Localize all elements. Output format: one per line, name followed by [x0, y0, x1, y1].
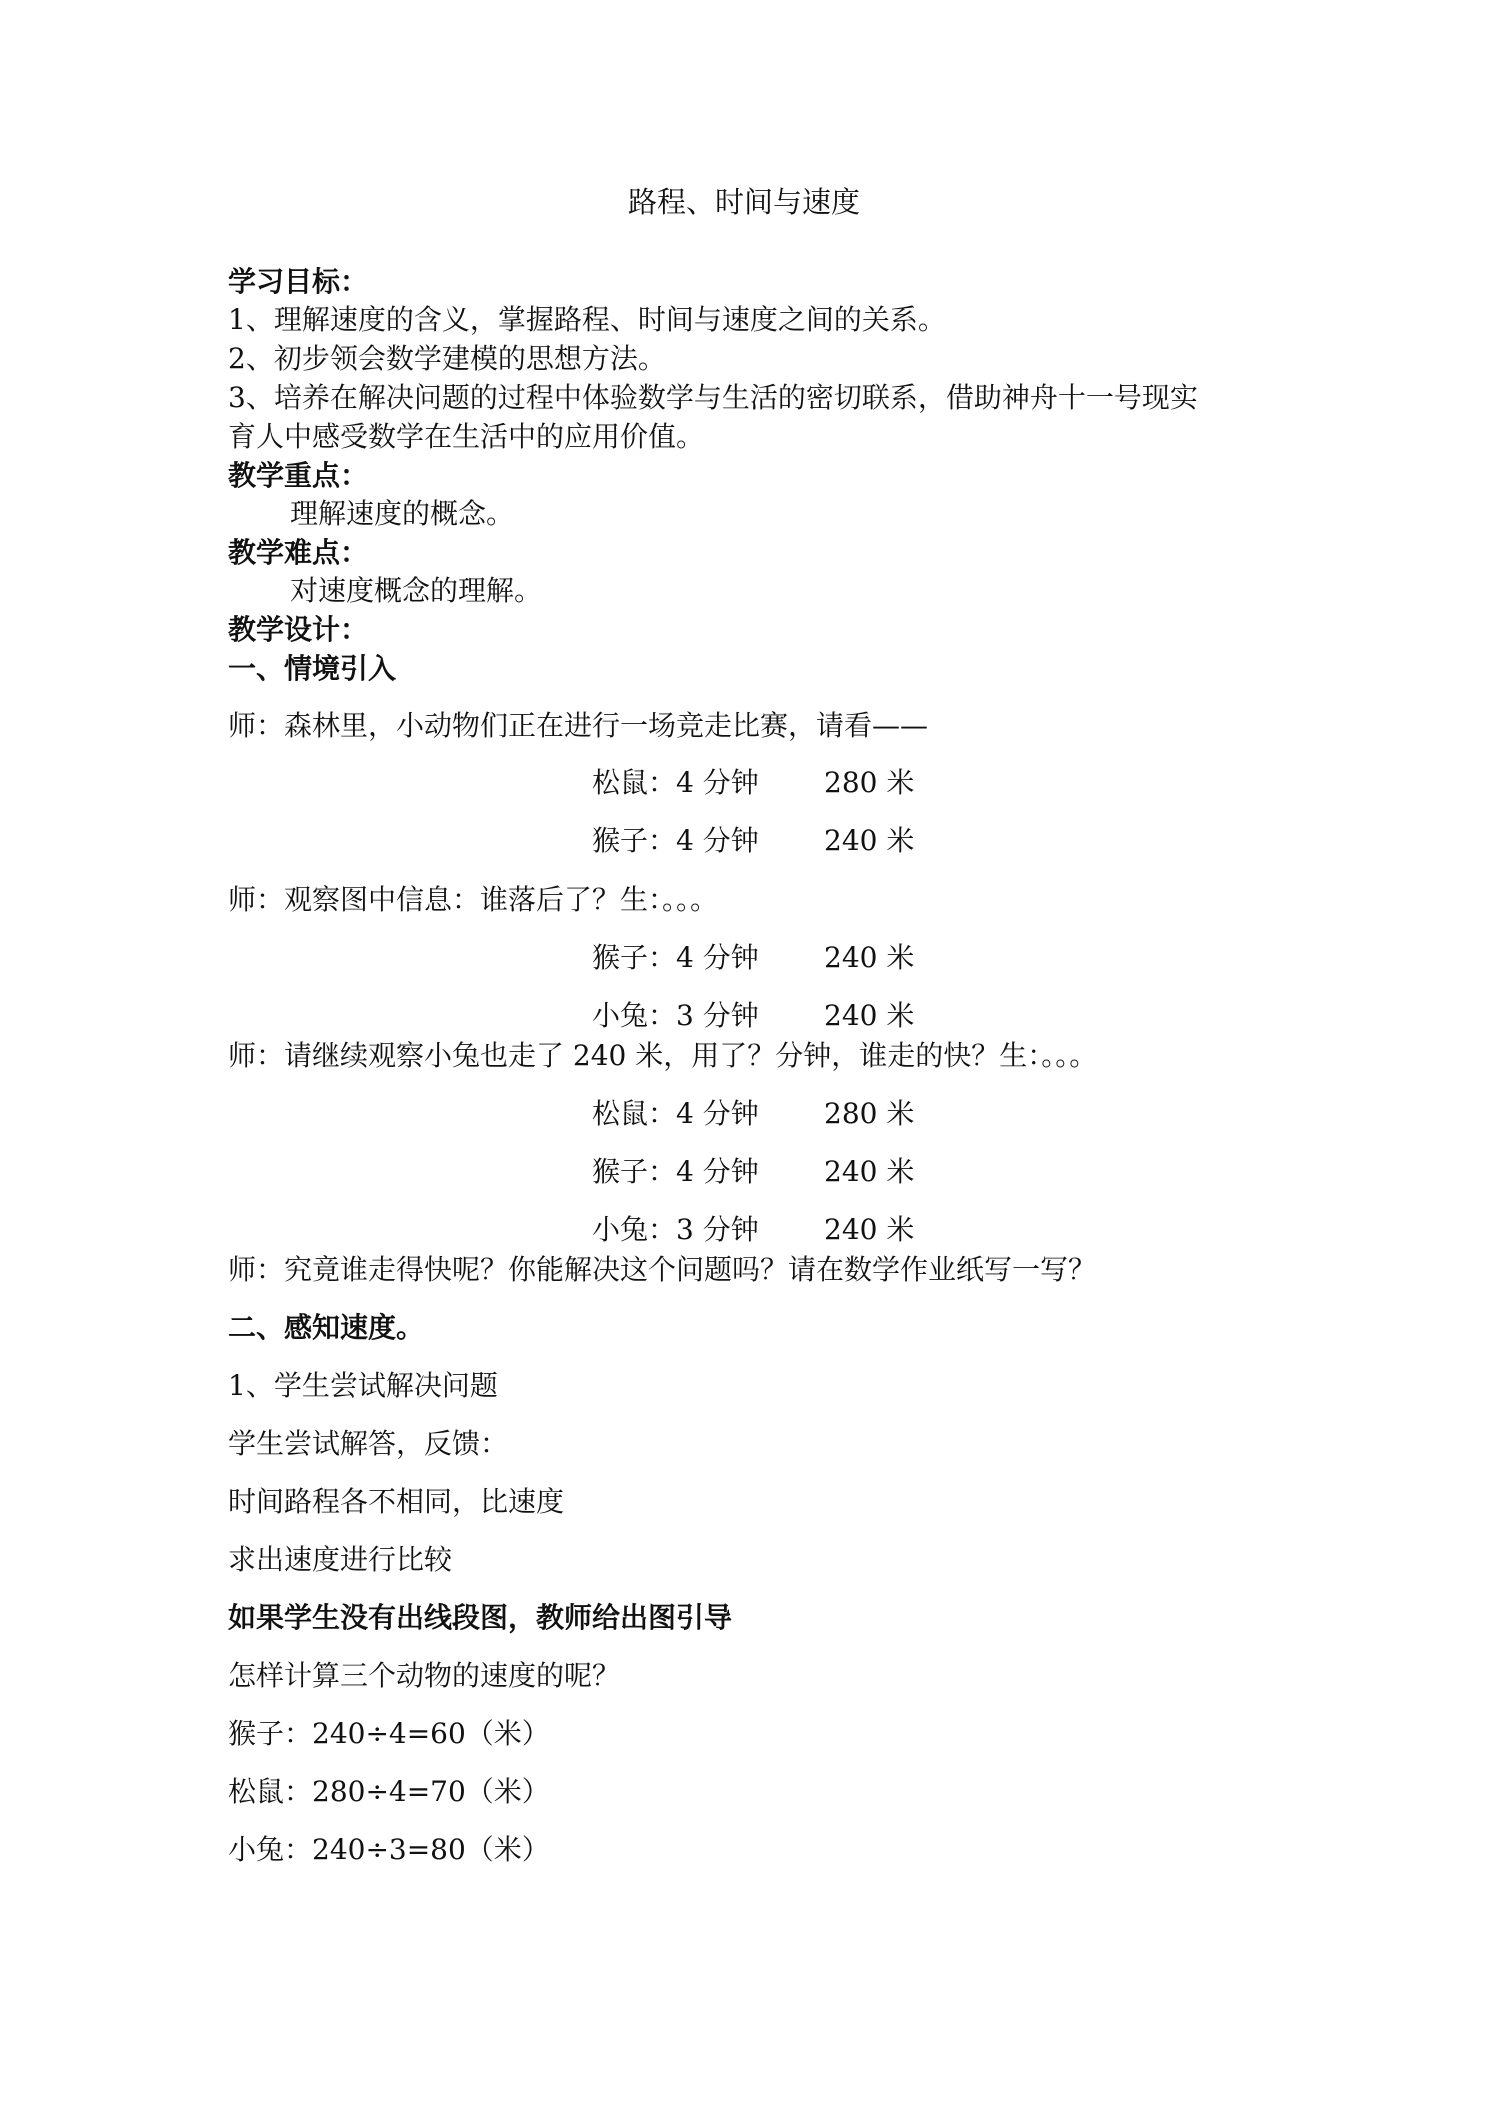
objective-2: 2、初步领会数学建模的思想方法。 [228, 342, 666, 375]
data-row [592, 1096, 914, 1132]
data-row [592, 998, 914, 1034]
part-1-heading: 一、情境引入 [228, 652, 397, 685]
objective-1: 1、理解速度的含义，掌握路程、时间与速度之间的关系。 [228, 303, 946, 336]
row-animal-time: 小兔：3 分钟 [592, 1213, 759, 1246]
part-2-line-1: 1、学生尝试解决问题 [228, 1369, 498, 1402]
part-2-line-3: 时间路程各不相同，比速度 [228, 1485, 565, 1518]
row-animal-time: 松鼠：4 分钟 [592, 1097, 759, 1130]
teacher-line-2: 师：观察图中信息：谁落后了？生：。。。 [228, 883, 719, 916]
objective-3-line-2: 育人中感受数学在生活中的应用价值。 [228, 420, 705, 453]
teacher-line-1: 师：森林里，小动物们正在进行一场竞走比赛，请看—— [228, 709, 929, 742]
difficulty-text: 对速度概念的理解。 [290, 574, 543, 607]
part-2-line-2: 学生尝试解答，反馈： [228, 1427, 509, 1460]
data-row [592, 765, 914, 801]
row-distance: 240 米 [824, 999, 915, 1032]
row-distance: 240 米 [824, 1213, 915, 1246]
key-point-text: 理解速度的概念。 [290, 497, 515, 530]
data-row [592, 940, 914, 976]
teacher-line-3: 师：请继续观察小兔也走了 240 米，用了？分钟，谁走的快？生：。。。 [228, 1039, 1098, 1072]
page-title: 路程、时间与速度 [627, 185, 860, 219]
row-animal-time: 松鼠：4 分钟 [592, 766, 759, 799]
objective-3-line-1: 3、培养在解决问题的过程中体验数学与生活的密切联系，借助神舟十一号现实 [228, 381, 1198, 414]
row-distance: 240 米 [824, 1155, 915, 1188]
row-distance: 280 米 [824, 1097, 915, 1130]
part-2-line-5: 如果学生没有出线段图，教师给出图引导 [228, 1601, 733, 1634]
key-point-heading: 教学重点： [228, 459, 369, 492]
row-animal-time: 猴子：4 分钟 [592, 941, 759, 974]
row-animal-time: 小兔：3 分钟 [592, 999, 759, 1032]
data-row [592, 1154, 914, 1190]
calc-squirrel: 松鼠：280÷4=70（米） [228, 1775, 550, 1808]
difficulty-heading: 教学难点： [228, 536, 369, 569]
teacher-line-4: 师：究竟谁走得快呢？你能解决这个问题吗？请在数学作业纸写一写？ [228, 1253, 1097, 1286]
row-distance: 280 米 [824, 766, 915, 799]
calc-rabbit: 小兔：240÷3=80（米） [228, 1833, 550, 1866]
objectives-heading: 学习目标： [228, 265, 369, 298]
design-heading: 教学设计： [228, 613, 369, 646]
row-distance: 240 米 [824, 941, 915, 974]
data-row [592, 1212, 914, 1248]
row-animal-time: 猴子：4 分钟 [592, 1155, 759, 1188]
part-2-heading: 二、感知速度。 [228, 1311, 425, 1344]
part-2-line-4: 求出速度进行比较 [228, 1543, 453, 1576]
data-row [592, 823, 914, 859]
row-distance: 240 米 [824, 824, 915, 857]
calc-monkey: 猴子：240÷4=60（米） [228, 1717, 550, 1750]
row-animal-time: 猴子：4 分钟 [592, 824, 759, 857]
part-2-line-6: 怎样计算三个动物的速度的呢？ [228, 1659, 621, 1692]
